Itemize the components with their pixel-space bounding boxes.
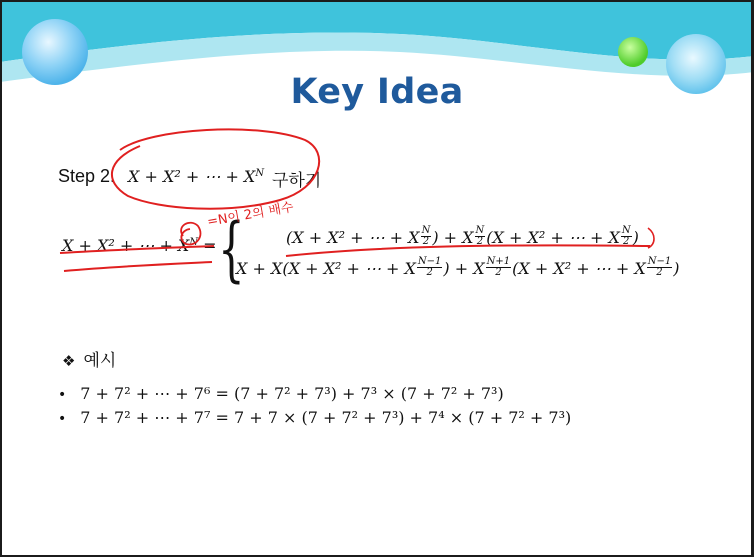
frac-n-minus-1-over-2: $\frac{N-1}{2}$ xyxy=(647,256,672,278)
case-odd xyxy=(236,257,679,278)
slide-title: Key Idea xyxy=(290,72,464,112)
case2-close: ) xyxy=(673,259,680,278)
list-bullet: • xyxy=(58,411,67,427)
step-expression xyxy=(128,167,264,186)
case-brace: { xyxy=(218,208,245,290)
case2-mid2: ) + X xyxy=(443,259,485,278)
case-even xyxy=(286,226,639,247)
case2-mid: (X + X² + ⋯ + X xyxy=(282,259,416,278)
equation-lhs xyxy=(62,236,217,255)
diamond-bullet-icon: ❖ xyxy=(62,352,76,370)
frac-n-over-2: $\frac{N}{2}$ xyxy=(475,225,485,247)
lhs-sup-n: N xyxy=(189,237,199,248)
example-heading xyxy=(62,346,116,371)
step-suffix: 구하기 xyxy=(272,171,322,191)
step-sum: X + X² + ⋯ + X xyxy=(128,167,256,186)
case2-left: X + X xyxy=(236,259,283,278)
step-label: Step 2. xyxy=(58,166,116,186)
lhs-equals: = xyxy=(198,236,217,255)
case1-left: (X + X² + ⋯ + X xyxy=(286,228,420,247)
example-line-1 xyxy=(58,384,504,403)
frac-n-minus-1-over-2: $\frac{N-1}{2}$ xyxy=(417,256,442,278)
case1-close: ) xyxy=(632,228,639,247)
example-line-2-text: 7 + 7² + ⋯ + 7⁷ = 7 + 7 × (7 + 7² + 7³) + 7⁴ × (7 + 7² + 7³) xyxy=(80,408,572,427)
case2-mid3: (X + X² + ⋯ + X xyxy=(512,259,646,278)
frac-n-over-2: $\frac{N}{2}$ xyxy=(421,225,431,247)
lhs-sum: X + X² + ⋯ + X xyxy=(62,236,190,255)
case1-mid2: (X + X² + ⋯ + X xyxy=(486,228,620,247)
ink-note-n-even: =N이 2의 배수 xyxy=(206,199,295,230)
example-line-2 xyxy=(58,408,571,427)
example-heading-text: 예시 xyxy=(83,351,117,371)
case1-mid: ) + X xyxy=(432,228,474,247)
example-line-1-text: 7 + 7² + ⋯ + 7⁶ = (7 + 7² + 7³) + 7³ × (7 + 7² + 7³) xyxy=(80,384,504,403)
frac-n-plus-1-over-2: $\frac{N+1}{2}$ xyxy=(486,256,511,278)
list-bullet: • xyxy=(58,387,67,403)
step-sup-n: N xyxy=(255,168,265,179)
frac-n-over-2: $\frac{N}{2}$ xyxy=(621,225,631,247)
